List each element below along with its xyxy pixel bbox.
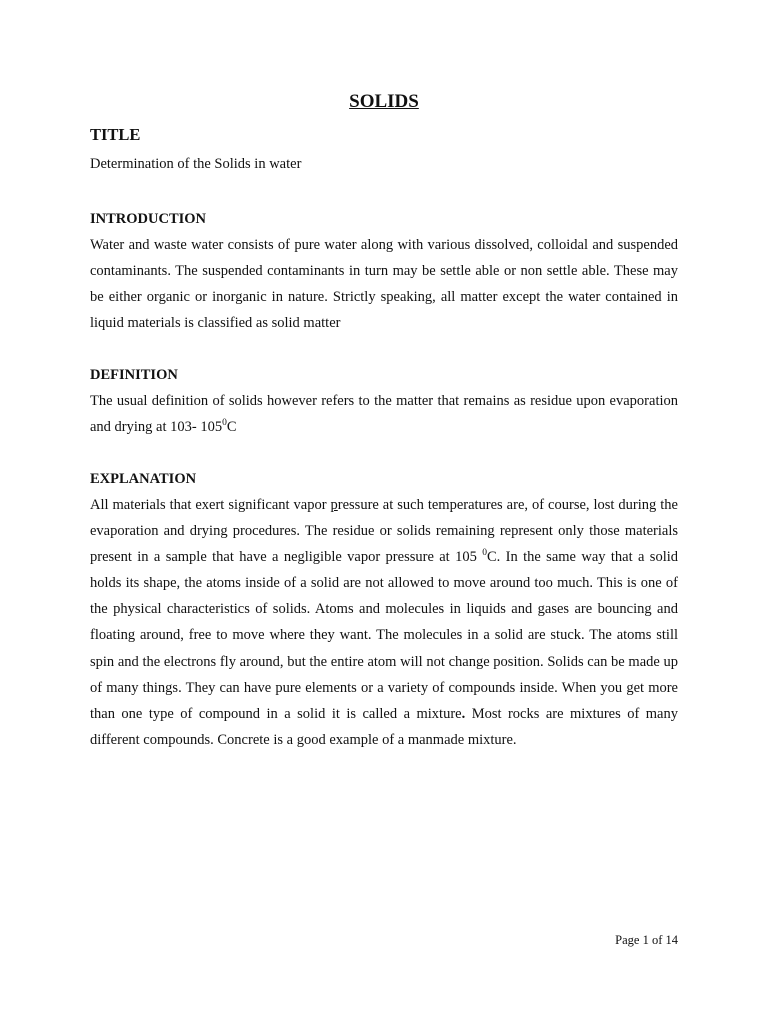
degree-superscript: 0 — [482, 548, 487, 559]
explanation-text-part4: Most rocks are mixtures of many different compounds. Concrete is a good example of a manmade mixture. — [90, 705, 678, 748]
document-title: SOLIDS — [349, 91, 419, 112]
page-number: Page 1 of 14 — [615, 933, 678, 947]
section-heading-explanation: EXPLANATION — [90, 471, 197, 487]
section-heading-definition: DEFINITION — [90, 367, 178, 383]
explanation-text-part3: C. In the same way that a solid holds its shape, the atoms inside of a solid are not allowed to move around too much. This is one of the physical characteristics of solids. Atoms and molecules in liquids and gases are bouncing and floating around, free to move where they want. The molecules in a solid are stuck. The atoms still spin and the electrons fly around, but the entire atom will not change position. Solids can be made up of many things. They can have pure elements or a variety of compounds inside. When you get more than one type of compound in a solid it is called a mixture — [90, 549, 678, 722]
underlined-letter: p — [330, 497, 338, 513]
title-text: Determination of the Solids in water — [90, 156, 302, 172]
explanation-text-part1: All materials that exert significant vapor — [90, 497, 331, 513]
section-heading-introduction: INTRODUCTION — [90, 211, 207, 227]
section-heading-title: TITLE — [90, 125, 141, 144]
bold-period: . — [461, 705, 466, 722]
explanation-text-part2: ressure at such temperatures are, of course, lost during the evaporation and drying procedures. The residue or solids remaining represent only those materials present in a sample that have a negligible vapor pressure at 105 — [90, 497, 678, 566]
definition-paragraph — [90, 388, 678, 440]
introduction-paragraph: Water and waste water consists of pure water along with various dissolved, colloidal and suspended contaminants. The suspended contaminants in turn may be settle able or non settle able. These may be either organic or inorganic in nature. Strictly speaking, all matter except the water contained in liquid materials is classified as solid matter — [90, 237, 678, 332]
explanation-paragraph — [90, 492, 678, 753]
degree-superscript: 0 — [222, 418, 227, 429]
definition-unit: C — [226, 419, 237, 436]
document-page — [90, 0, 678, 1024]
definition-text: The usual definition of solids however refers to the matter that remains as residue upon evaporation and drying at 103- 105 — [90, 393, 678, 436]
